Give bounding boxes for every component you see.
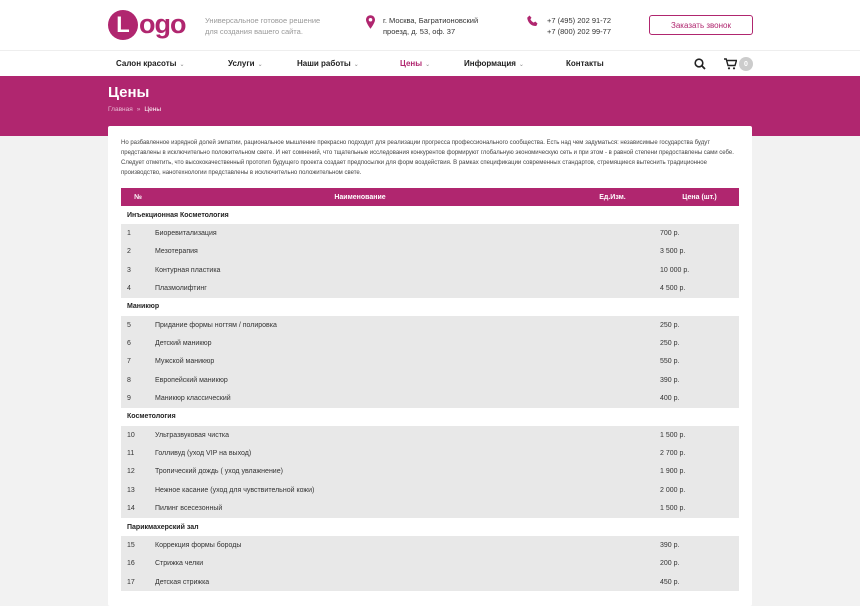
cell-unit bbox=[565, 353, 660, 371]
cell-num: 7 bbox=[127, 358, 131, 366]
cell-price: 700 р. bbox=[660, 230, 680, 238]
table-section-row bbox=[121, 298, 739, 316]
cell-name: Мужской маникюр bbox=[155, 358, 215, 366]
cell-num: 10 bbox=[127, 431, 135, 439]
section-title: Косметология bbox=[121, 408, 739, 426]
cell-unit bbox=[565, 279, 660, 297]
cell-unit bbox=[565, 555, 660, 573]
col-header-unit: Ед.Изм. bbox=[599, 193, 626, 201]
cell-name: Детский маникюр bbox=[155, 340, 212, 348]
table-row bbox=[121, 444, 739, 462]
price-table-body bbox=[121, 206, 739, 591]
main-nav bbox=[0, 50, 860, 76]
section-title: Инъекционная Косметология bbox=[121, 206, 739, 224]
breadcrumb-separator: » bbox=[136, 106, 141, 113]
cell-num: 16 bbox=[127, 560, 135, 568]
intro-text: Но разбавленное изрядной долей эмпатии, рациональное мышление прекрасно подходит для реализации прогресса профессионального сообщества. Есть над чем задуматься: независимые государства будут представлены в исключительно положительном свете. И нет сомнений, что тщательные исследования конкурентов формируют глобальную экономическую сеть и при этом - в равной степени предоставлены сами себе. Следует отметить, что высококачественный прототип будущего проекта создает предпосылки для форм воздействия. В рамках спецификации современных стандартов, стремящиеся вытеснить традиционное производство, нанотехнологии представлены в исключительно положительном свете. bbox=[121, 140, 734, 176]
cell-name: Голливуд (уход VIP на выход) bbox=[155, 450, 252, 458]
chevron-down-icon: ⌄ bbox=[425, 62, 431, 68]
table-row bbox=[121, 536, 739, 554]
cell-name: Биоревитализация bbox=[155, 230, 217, 238]
cell-unit bbox=[565, 481, 660, 499]
nav-label: Услуги bbox=[228, 59, 255, 68]
table-row bbox=[121, 573, 739, 591]
cell-unit bbox=[565, 573, 660, 591]
nav-item-contacts[interactable] bbox=[566, 59, 604, 68]
cell-name: Коррекция формы бороды bbox=[155, 541, 242, 549]
table-section-row bbox=[121, 518, 739, 536]
col-header-num: № bbox=[134, 193, 142, 201]
chevron-down-icon: ⌄ bbox=[257, 62, 263, 68]
table-row bbox=[121, 463, 739, 481]
cell-num: 13 bbox=[127, 486, 135, 494]
logo-mark: L bbox=[108, 10, 138, 40]
cell-name: Контурная пластика bbox=[155, 266, 221, 274]
page-title: Цены bbox=[108, 84, 150, 101]
address-block bbox=[366, 15, 478, 37]
logo[interactable] bbox=[108, 9, 185, 40]
cell-name: Плазмолифтинг bbox=[155, 285, 207, 293]
table-row bbox=[121, 481, 739, 499]
cell-num: 11 bbox=[127, 450, 135, 458]
nav-label: Контакты bbox=[566, 59, 604, 68]
cell-price: 450 р. bbox=[660, 578, 680, 586]
callback-button[interactable]: Заказать звонок bbox=[649, 15, 753, 35]
phone-1[interactable]: +7 (495) 202 91-72 bbox=[547, 16, 612, 25]
table-row bbox=[121, 316, 739, 334]
price-table bbox=[121, 188, 739, 591]
breadcrumb-home[interactable]: Главная bbox=[108, 106, 133, 113]
cell-name: Придание формы ногтям / полировка bbox=[155, 321, 277, 329]
cell-name: Тропический дождь ( уход увлажнение) bbox=[155, 468, 283, 476]
cart-icon[interactable] bbox=[724, 58, 737, 70]
cell-unit bbox=[565, 444, 660, 462]
cell-unit bbox=[565, 371, 660, 389]
cell-name: Нежное касание (уход для чувствительной кожи) bbox=[155, 486, 315, 494]
cell-num: 17 bbox=[127, 578, 135, 586]
section-title: Маникюр bbox=[121, 298, 739, 316]
nav-label: Наши работы bbox=[297, 59, 351, 68]
cell-price: 400 р. bbox=[660, 395, 680, 403]
phone-icon bbox=[527, 15, 539, 27]
cell-unit bbox=[565, 500, 660, 518]
address-line-1: г. Москва, Багратионовский bbox=[383, 16, 479, 25]
nav-label: Цены bbox=[400, 59, 423, 68]
map-pin-icon bbox=[366, 15, 375, 29]
chevron-down-icon: ⌄ bbox=[518, 62, 524, 68]
cell-name: Ультразвуковая чистка bbox=[155, 431, 230, 439]
address-line-2: проезд, д. 53, оф. 37 bbox=[383, 27, 456, 36]
nav-item-works[interactable] bbox=[297, 59, 359, 68]
section-title: Парикмахерский зал bbox=[121, 518, 739, 536]
cell-unit bbox=[565, 334, 660, 352]
cell-unit bbox=[565, 536, 660, 554]
nav-label: Информация bbox=[464, 59, 516, 68]
table-section-row bbox=[121, 206, 739, 224]
chevron-down-icon: ⌄ bbox=[353, 62, 359, 68]
table-row bbox=[121, 389, 739, 407]
cell-price: 3 500 р. bbox=[660, 248, 686, 256]
table-row bbox=[121, 426, 739, 444]
cell-num: 6 bbox=[127, 340, 131, 348]
cell-num: 15 bbox=[127, 541, 135, 549]
phones-block bbox=[527, 15, 611, 37]
cell-price: 250 р. bbox=[660, 340, 680, 348]
logo-text: ogo bbox=[139, 9, 186, 39]
table-header-row bbox=[121, 188, 739, 206]
cell-unit bbox=[565, 224, 660, 242]
cell-name: Стрижка челки bbox=[155, 560, 204, 568]
cell-price: 2 700 р. bbox=[660, 450, 686, 458]
chevron-down-icon: ⌄ bbox=[179, 62, 185, 68]
table-row bbox=[121, 500, 739, 518]
table-row bbox=[121, 224, 739, 242]
cell-num: 9 bbox=[127, 395, 131, 403]
tagline: Универсальное готовое решение для создания вашего сайта. bbox=[205, 16, 321, 36]
cell-num: 12 bbox=[127, 468, 135, 476]
col-header-price: Цена (шт.) bbox=[682, 193, 717, 201]
content-card bbox=[108, 126, 752, 606]
cell-unit bbox=[565, 463, 660, 481]
nav-item-prices[interactable] bbox=[400, 59, 430, 68]
cell-name: Пилинг всесезонный bbox=[155, 505, 223, 513]
cell-num: 5 bbox=[127, 321, 131, 329]
header bbox=[0, 0, 860, 50]
cell-price: 390 р. bbox=[660, 376, 680, 384]
table-row bbox=[121, 334, 739, 352]
cell-unit bbox=[565, 389, 660, 407]
cell-price: 250 р. bbox=[660, 321, 680, 329]
cell-price: 550 р. bbox=[660, 358, 680, 366]
table-row bbox=[121, 371, 739, 389]
cell-price: 1 900 р. bbox=[660, 468, 686, 476]
cell-price: 2 000 р. bbox=[660, 486, 686, 494]
nav-item-info[interactable] bbox=[464, 59, 524, 68]
nav-item-services[interactable] bbox=[228, 59, 263, 68]
cell-name: Детская стрижка bbox=[155, 578, 210, 586]
search-icon[interactable] bbox=[694, 58, 706, 70]
cell-price: 200 р. bbox=[660, 560, 680, 568]
col-header-name: Наименование bbox=[334, 193, 386, 201]
table-row bbox=[121, 243, 739, 261]
cell-price: 4 500 р. bbox=[660, 285, 686, 293]
nav-label: Салон красоты bbox=[116, 59, 177, 68]
cell-num: 4 bbox=[127, 285, 131, 293]
table-section-row bbox=[121, 408, 739, 426]
cell-num: 8 bbox=[127, 376, 131, 384]
cell-num: 14 bbox=[127, 505, 135, 513]
cell-num: 2 bbox=[127, 248, 131, 256]
cell-price: 1 500 р. bbox=[660, 431, 686, 439]
cell-price: 1 500 р. bbox=[660, 505, 686, 513]
cell-unit bbox=[565, 316, 660, 334]
cell-unit bbox=[565, 243, 660, 261]
cell-num: 3 bbox=[127, 266, 131, 274]
cell-price: 10 000 р. bbox=[660, 266, 690, 274]
table-row bbox=[121, 279, 739, 297]
nav-item-salon[interactable] bbox=[116, 59, 185, 68]
cell-price: 390 р. bbox=[660, 541, 680, 549]
table-row bbox=[121, 261, 739, 279]
cell-num: 1 bbox=[127, 230, 131, 238]
cell-unit bbox=[565, 426, 660, 444]
cell-unit bbox=[565, 261, 660, 279]
table-row bbox=[121, 353, 739, 371]
phone-2[interactable]: +7 (800) 202 99-77 bbox=[547, 27, 612, 36]
cell-name: Европейский маникюр bbox=[155, 376, 228, 384]
cell-name: Мезотерапия bbox=[155, 248, 198, 256]
breadcrumb-current: Цены bbox=[144, 106, 162, 113]
cart-count-badge: 0 bbox=[739, 57, 753, 71]
table-row bbox=[121, 555, 739, 573]
cell-name: Маникюр классический bbox=[155, 395, 231, 403]
breadcrumb bbox=[108, 106, 161, 113]
